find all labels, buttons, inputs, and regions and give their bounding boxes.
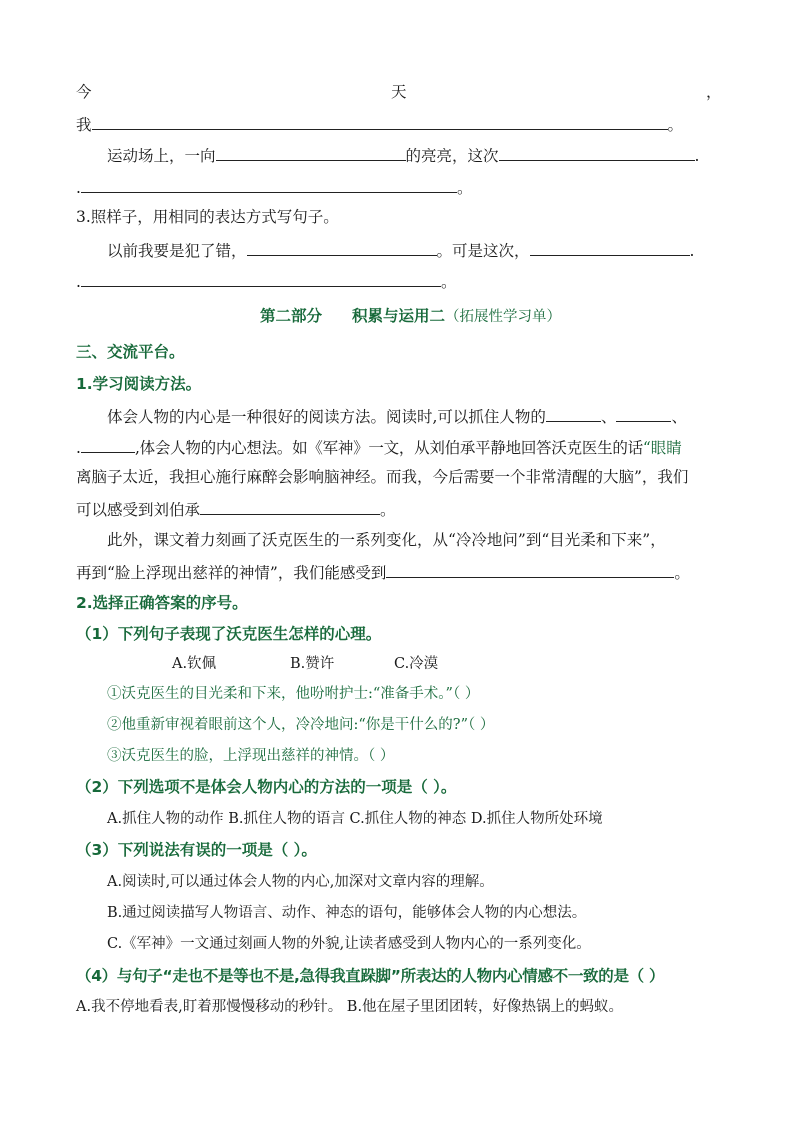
p1-sep2: 、 — [671, 408, 687, 426]
q3-option-b: B.通过阅读描写人物语言、动作、神态的语句，能够体会人物的内心想法。 — [107, 905, 587, 921]
answer-blank[interactable] — [81, 436, 135, 453]
line-sports-b: 的亮亮，这次 — [405, 147, 499, 165]
answer-blank[interactable] — [499, 144, 695, 161]
q2-options: A.抓住人物的动作 B.抓住人物的语言 C.抓住人物的神态 D.抓住人物所处环境 — [107, 811, 603, 827]
p1-sep1: 、 — [600, 408, 617, 426]
p1-line1 — [107, 405, 687, 427]
line-today-day: 天 — [391, 83, 407, 101]
answer-blank[interactable] — [92, 113, 668, 130]
q3-line1-b: 。可是这次， — [436, 242, 530, 260]
q1-options — [172, 654, 438, 674]
item2-title: 2.选择正确答案的序号。 — [76, 594, 248, 612]
p1-line2-a: . — [76, 439, 81, 457]
q1-option-b: B.赞许 — [290, 656, 335, 672]
q3-choice-title: （3）下列说法有误的一项是（ ）。 — [76, 841, 317, 859]
line-i-end: 。 — [667, 116, 684, 134]
answer-blank[interactable] — [216, 144, 406, 161]
q3-option-a: A.阅读时,可以通过体会人物的内心,加深对文章内容的理解。 — [107, 874, 494, 890]
q3-line2-end: 。 — [440, 273, 457, 291]
p2-line1: 此外，课文着力刻画了沃克医生的一系列变化，从“冷冷地问”到“目光柔和下来”， — [107, 531, 666, 549]
q1-title: （1）下列句子表现了沃克医生怎样的心理。 — [76, 625, 382, 643]
q3-line2 — [76, 270, 456, 292]
line-i — [76, 113, 683, 135]
p1-line3: 离脑子太近，我担心施行麻醉会影响脑神经。而我，今后需要一个非常清醒的大脑”，我们 — [76, 468, 689, 486]
part2-heading — [260, 306, 561, 327]
q3-line2-start: . — [76, 273, 81, 291]
q4-options: A.我不停地看表,盯着那慢慢移动的秒针。 B.他在屋子里团团转，好像热锅上的蚂蚁。 — [76, 999, 624, 1015]
part2-heading-sub: （拓展性学习单） — [445, 309, 562, 325]
answer-blank[interactable] — [81, 270, 441, 287]
line-sports-cont-end: 。 — [456, 179, 473, 197]
line-sports-cont-start: . — [76, 179, 81, 197]
q4-title: （4）与句子“走也不是等也不是,急得我直跺脚”所表达的人物内心情感不一致的是（ ） — [76, 967, 665, 985]
part2-heading-part: 第二部分 — [260, 307, 323, 325]
item1-title: 1.学习阅读方法。 — [76, 375, 202, 393]
p1-line4 — [76, 498, 396, 520]
p1-line2 — [76, 436, 682, 458]
answer-blank[interactable] — [200, 498, 380, 515]
p1-line4-a: 可以感受到刘伯承 — [76, 501, 201, 519]
line-today-start: 今 — [76, 83, 92, 101]
p2-line2 — [76, 561, 690, 583]
answer-blank[interactable] — [546, 405, 601, 422]
p1-line2-quote: “眼睛 — [642, 439, 682, 457]
q1-option-a: A.钦佩 — [172, 656, 217, 672]
answer-blank[interactable] — [81, 176, 457, 193]
p2-line2-end: 。 — [674, 564, 690, 582]
q3-line1 — [107, 239, 694, 261]
line-sports-end: . — [694, 147, 700, 165]
answer-blank[interactable] — [530, 239, 690, 256]
answer-blank[interactable] — [616, 405, 671, 422]
line-sports-cont — [76, 176, 472, 198]
q1-sentence-3: ③沃克医生的脸，上浮现出慈祥的神情。（ ） — [107, 748, 395, 764]
q3-option-c: C.《军神》一文通过刻画人物的外貌,让读者感受到人物内心的一系列变化。 — [107, 936, 591, 952]
line-today-comma: ， — [706, 83, 722, 101]
p1-line4-end: 。 — [380, 501, 396, 519]
section3-title: 三、交流平台。 — [76, 343, 185, 361]
q3-line1-a: 以前我要是犯了错， — [107, 242, 247, 260]
line-i-label: 我 — [76, 116, 92, 134]
line-sports — [107, 144, 699, 166]
answer-blank[interactable] — [247, 239, 437, 256]
q3-line1-end: . — [689, 242, 695, 260]
p1-line2-b: ,体会人物的内心想法。如《军神》一文，从刘伯承平静地回答沃克医生的话 — [134, 439, 643, 457]
answer-blank[interactable] — [386, 561, 674, 578]
line-sports-a: 运动场上，一向 — [107, 147, 216, 165]
part2-heading-title: 积累与运用二 — [352, 307, 446, 325]
q2-title: （2）下列选项不是体会人物内心的方法的一项是（ ）。 — [76, 778, 457, 796]
q1-option-c: C.冷漠 — [394, 656, 439, 672]
p2-line2-a: 再到“脸上浮现出慈祥的神情”，我们能感受到 — [76, 564, 387, 582]
q1-sentence-1: ①沃克医生的目光柔和下来，他吩咐护士:“准备手术。”（ ） — [107, 686, 480, 702]
p1-line1-a: 体会人物的内心是一种很好的阅读方法。阅读时,可以抓住人物的 — [107, 408, 546, 426]
q1-sentence-2: ②他重新审视着眼前这个人，冷冷地问:“你是干什么的?”（ ） — [107, 717, 495, 733]
q3-title: 3.照样子，用相同的表达方式写句子。 — [76, 208, 339, 226]
